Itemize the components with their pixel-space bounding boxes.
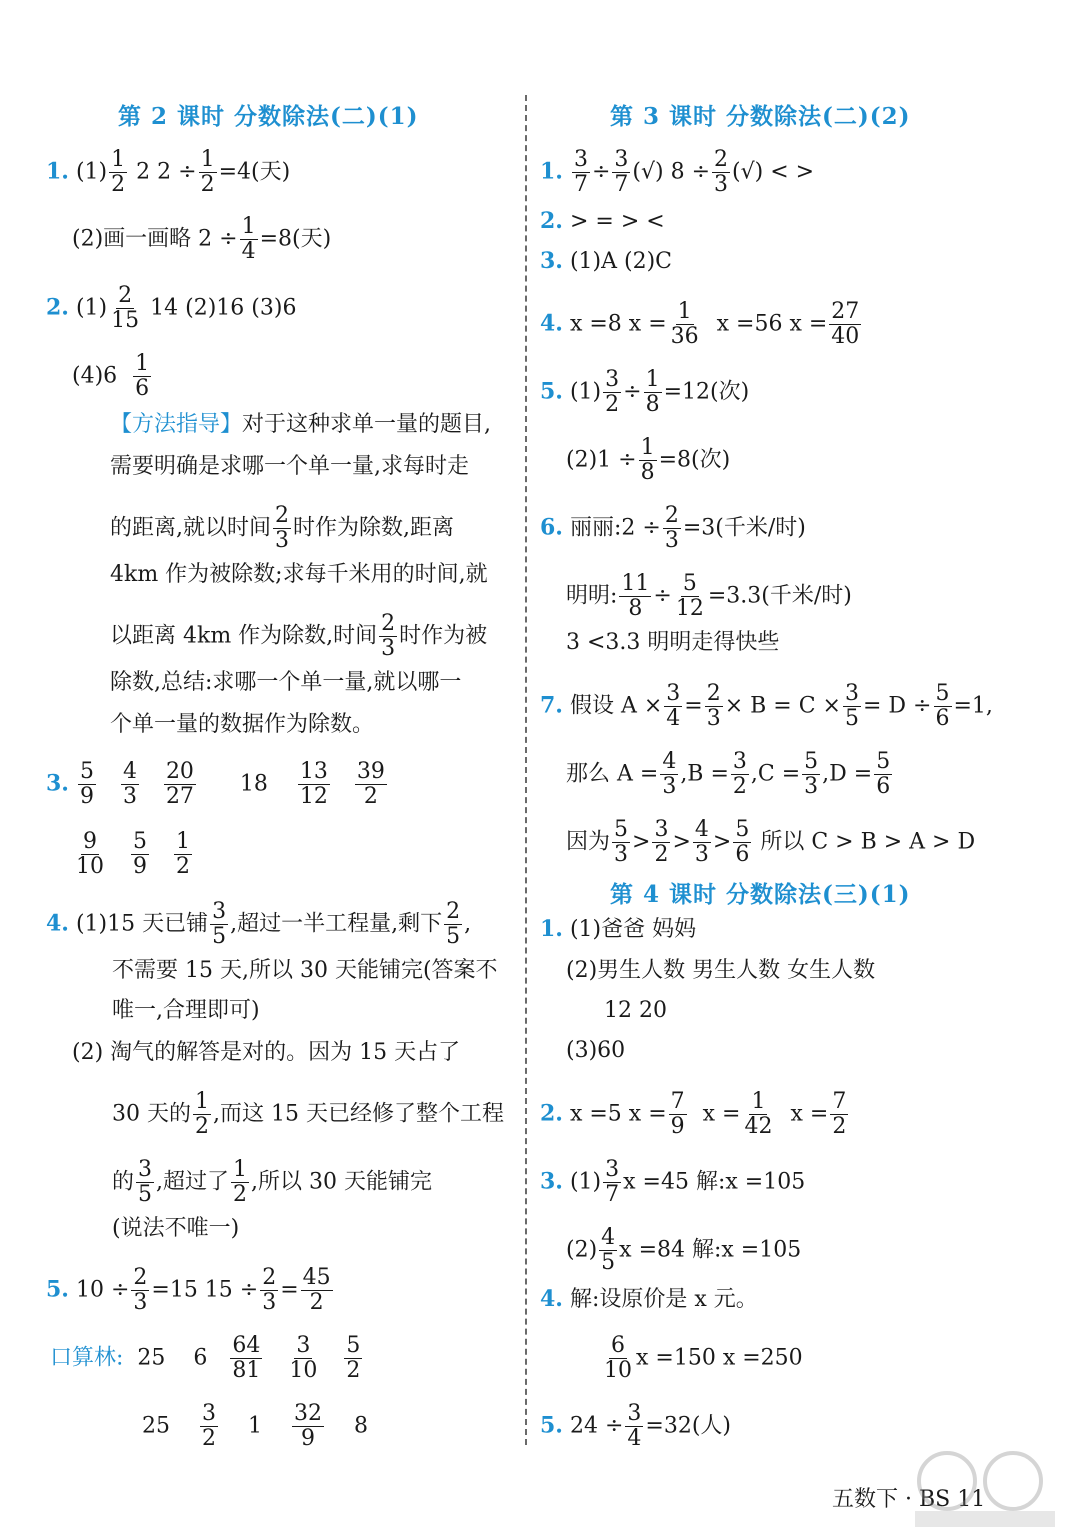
kousuan-row2: 25 $\frac{3}{2}$ 1 $\frac{32}{9}$ 8 — [142, 1401, 368, 1451]
r-q6-mingming: 明明: $\frac{11}{8}$ ÷ $\frac{5}{12}$ =3.3(千米/时) — [566, 571, 852, 621]
r-q6-lili: 6. 丽丽:2 ÷ $\frac{2}{3}$ =3(千米/时) — [540, 503, 806, 553]
r-q7-line1: 7. 假设 A × $\frac{3}{4}$ = $\frac{2}{3}$ × B = C × $\frac{3}{5}$ = D ÷ $\frac{5}{6}$ =1, — [540, 681, 993, 731]
lesson-2-heading: 第 2 课时 分数除法(二)(1) — [118, 103, 419, 130]
l-q2-part4: (4)6 $\frac{1}{6}$ — [72, 351, 150, 401]
watermark-logo — [905, 1445, 1065, 1531]
r2-q4-a: 4. 解:设原价是 x 元。 — [540, 1286, 758, 1312]
r2-q1-b: (2)男生人数 男生人数 女生人数 — [566, 958, 876, 983]
l-q3-row2: $\frac{9}{10}$ $\frac{5}{9}$ $\frac{1}{2}$ — [76, 829, 190, 879]
r-q7-line3: 因为 $\frac{5}{3}$ > $\frac{3}{2}$ > $\frac{4}{3}$ > $\frac{5}{6}$ 所以 C > B > A > D — [566, 817, 976, 867]
r-q1: 1. $\frac{3}{7}$ ÷ $\frac{3}{7}$ (√) 8 ÷ $\frac{2}{3}$ (√) < > — [540, 147, 815, 197]
r2-q1-d: (3)60 — [566, 1038, 626, 1063]
r2-q1-a: 1. (1)爸爸 妈妈 — [540, 916, 697, 942]
page-footer: 五数下 · BS 11 — [832, 1487, 986, 1512]
r2-q4-b: $\frac{6}{10}$ x =150 x =250 — [604, 1333, 803, 1383]
r-q4: 4. x =8 x = $\frac{1}{36}$ x =56 x = $\frac{27}{40}$ — [540, 299, 860, 349]
l-q3-row1: 3. $\frac{5}{9}$ $\frac{4}{3}$ $\frac{20}{27}$ 18 $\frac{13}{12}$ $\frac{39}{2}$ — [46, 759, 385, 809]
r-q3: 3. (1)A (2)C — [540, 248, 673, 274]
r2-q3-part1: 3. (1) $\frac{3}{7}$ x =45 解:x =105 — [540, 1157, 806, 1207]
r2-q1-c: 12 20 — [604, 998, 667, 1023]
l-q1-part1: 1. (1) $\frac{1}{2}$ 2 2 ÷ $\frac{1}{2}$ =4(天) — [46, 147, 291, 197]
lesson-4-heading: 第 4 课时 分数除法(三)(1) — [610, 881, 911, 908]
r2-q3-part2: (2) $\frac{4}{5}$ x =84 解:x =105 — [566, 1225, 802, 1275]
column-divider — [525, 95, 527, 1445]
r-q5-part2: (2)1 ÷ $\frac{1}{8}$ =8(次) — [566, 435, 731, 485]
r-q6-conclusion: 3 <3.3 明明走得快些 — [566, 630, 780, 655]
r2-q2: 2. x =5 x = $\frac{7}{9}$ x = $\frac{1}{42}$ x = $\frac{7}{2}$ — [540, 1089, 847, 1139]
l-q1-part2: (2)画一画略 2 ÷ $\frac{1}{4}$ =8(天) — [72, 214, 332, 264]
kousuan-row1: 口算林: 25 6 $\frac{64}{81}$ $\frac{3}{10}$ $\frac{5}{2}$ — [50, 1333, 361, 1383]
l-q2-part1: 2. (1) $\frac{2}{15}$ 14 (2)16 (3)6 — [46, 283, 297, 333]
r-q2: 2. > = > < — [540, 208, 665, 234]
lesson-3-heading: 第 3 课时 分数除法(二)(2) — [610, 103, 911, 130]
r2-q5: 5. 24 ÷ $\frac{3}{4}$ =32(人) — [540, 1401, 731, 1451]
r-q7-line2: 那么 A = $\frac{4}{3}$ ,B = $\frac{3}{2}$ ,C = $\frac{5}{3}$ ,D = $\frac{5}{6}$ — [566, 749, 891, 799]
r-q5-part1: 5. (1) $\frac{3}{2}$ ÷ $\frac{1}{8}$ =12(次) — [540, 367, 750, 417]
l-q5: 5. 10 ÷ $\frac{2}{3}$ =15 15 ÷ $\frac{2}{3}$ = $\frac{45}{2}$ — [46, 1265, 331, 1315]
